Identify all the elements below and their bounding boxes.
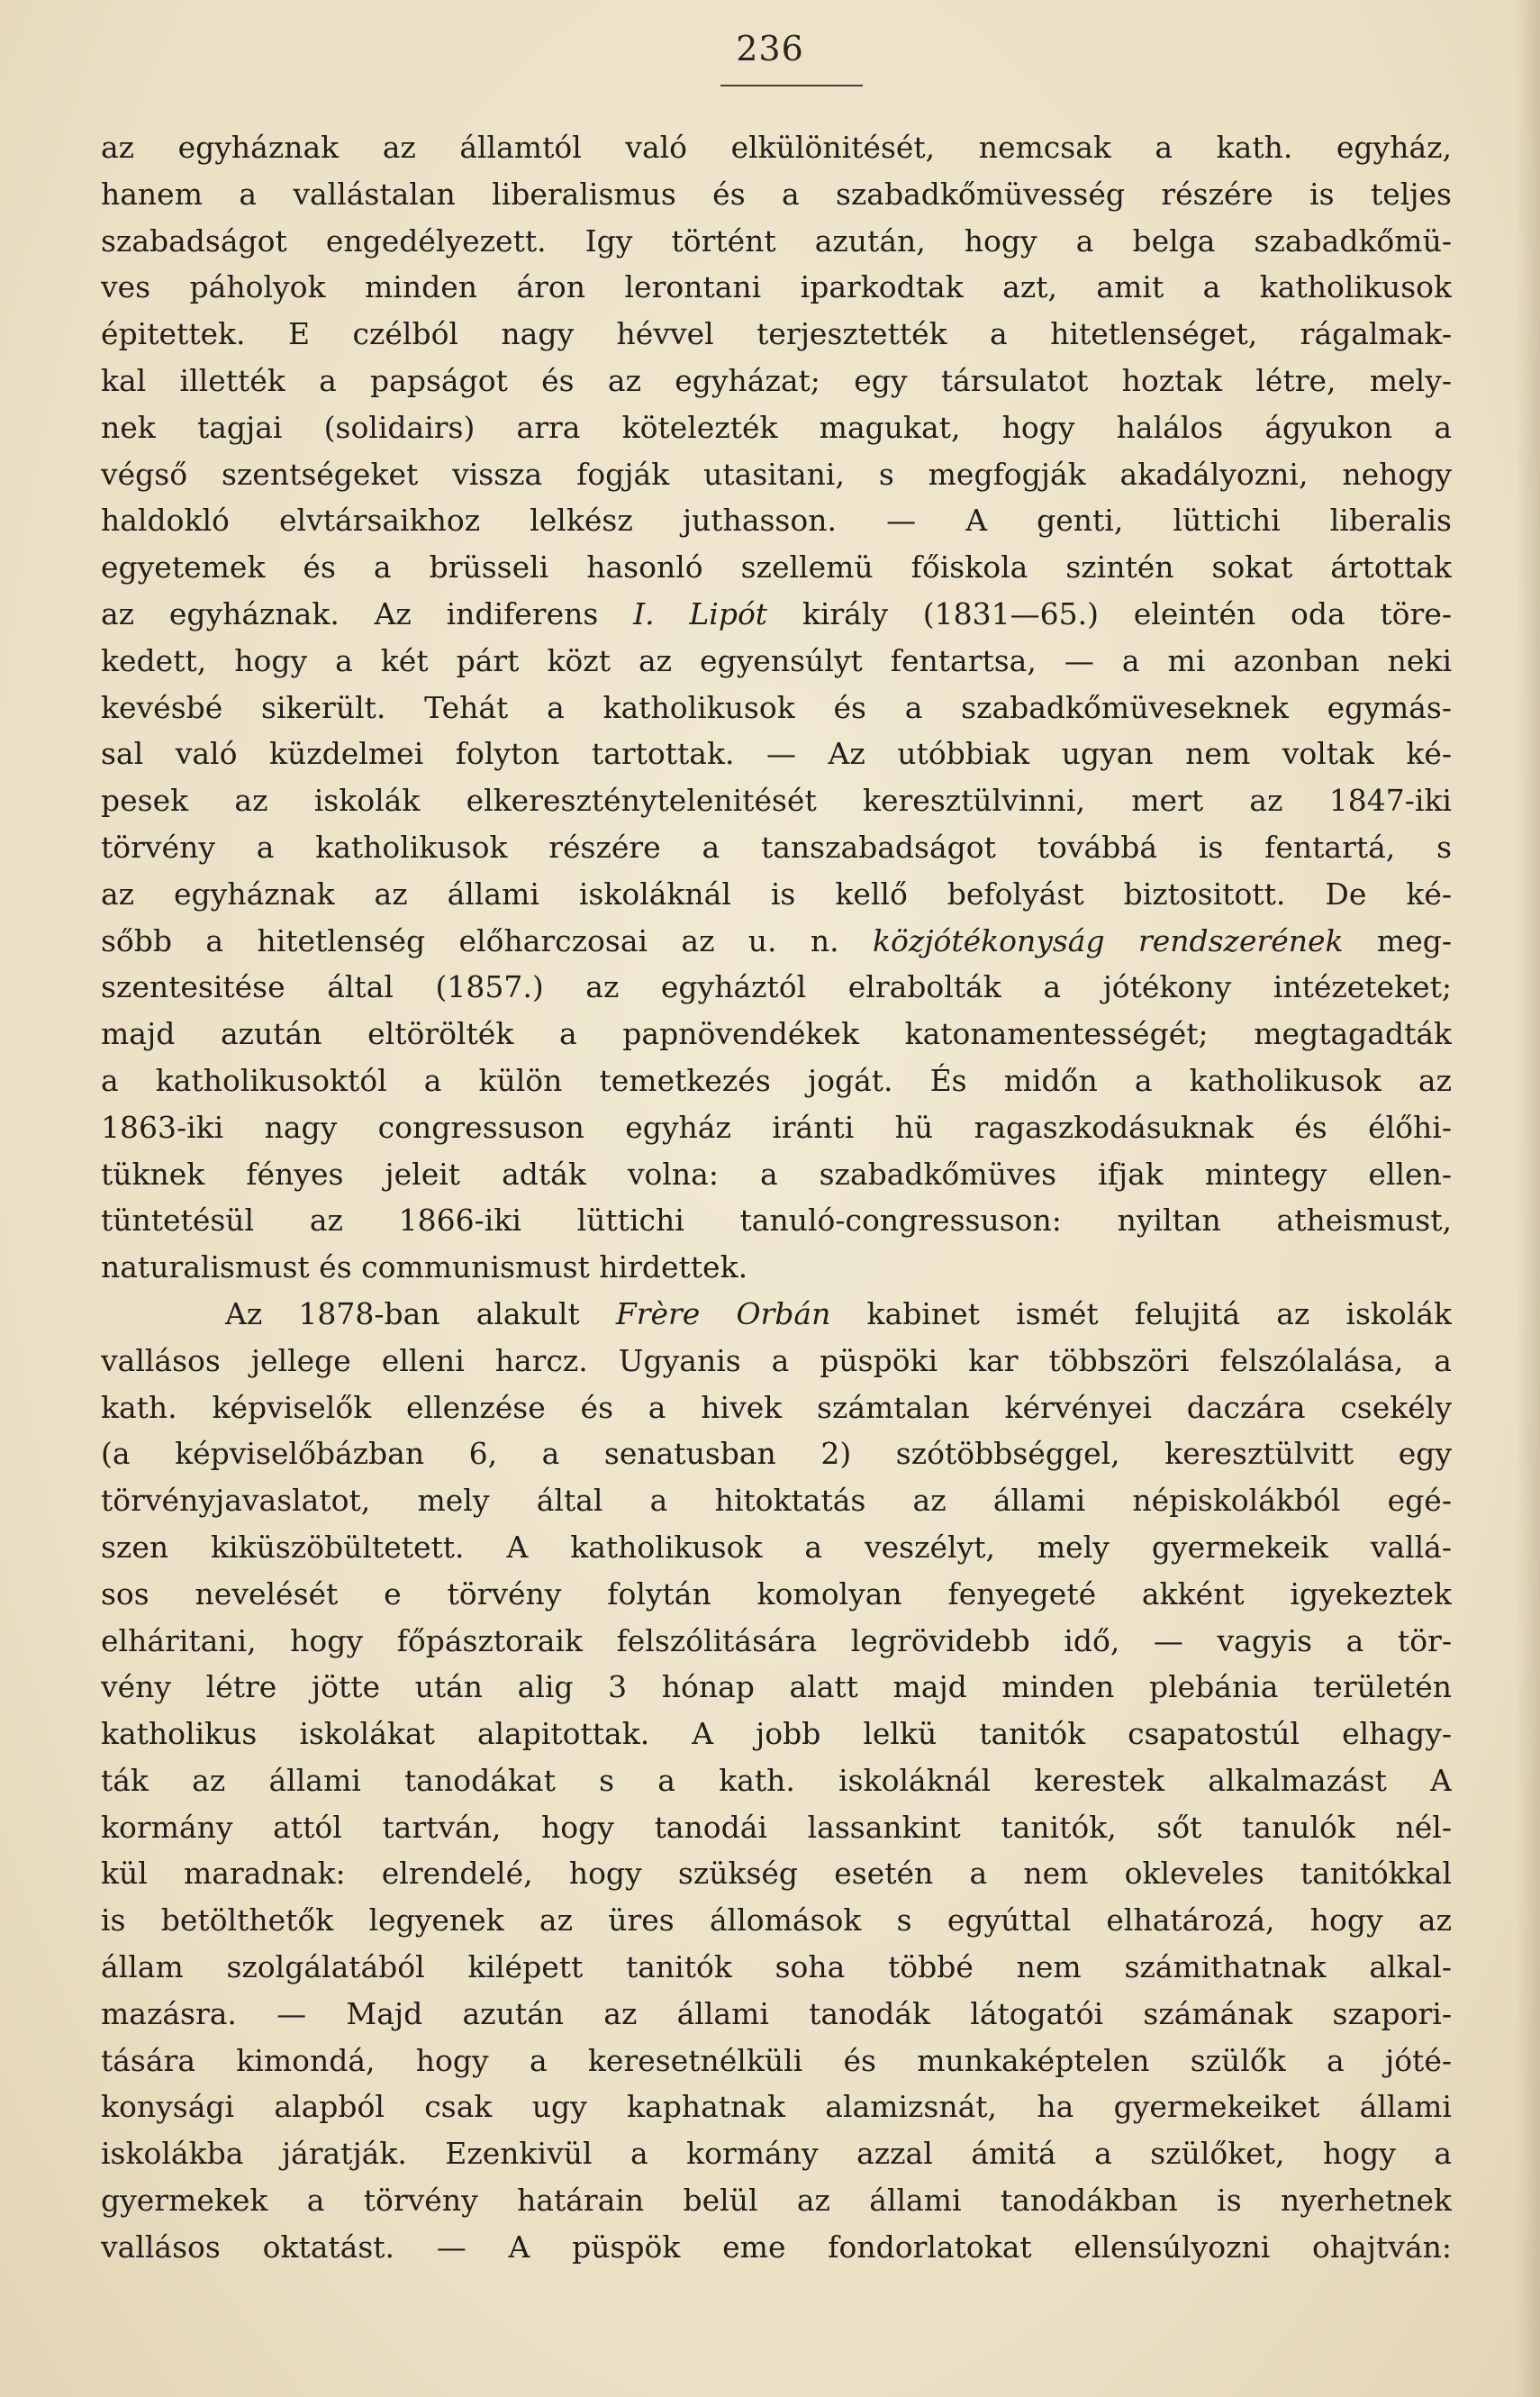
text-run: vallásos jellege elleni harcz. Ugyanis a püspöki kar többszöri felszólalása, a	[101, 1342, 1452, 1378]
text-line	[101, 918, 1452, 965]
text-run: naturalismust és communismust hirdettek.	[101, 1249, 748, 1285]
text-line	[101, 1338, 1452, 1385]
text-line	[101, 218, 1452, 265]
text-run: mazásra. — Majd azután az állami tanodák látogatói számának szapori-	[101, 1995, 1452, 2031]
text-run: sal való küzdelmei folyton tartottak. — Az utóbbiak ugyan nem voltak ké-	[101, 736, 1452, 772]
text-run: kevésbé sikerült. Tehát a katholikusok és a szabadkőmüveseknek egymás-	[101, 689, 1452, 725]
text-run: tüntetésül az 1866-iki lüttichi tanuló-congressuson: nyiltan atheismust,	[101, 1203, 1452, 1239]
text-run: haldokló elvtársaikhoz lelkész juthasson. — A genti, lüttichi liberalis	[101, 503, 1452, 539]
text-run: 1863-iki nagy congressuson egyház iránti hü ragaszkodásuknak és élőhi-	[101, 1109, 1452, 1145]
text-run: majd azután eltörölték a papnövendékek katonamentességét; megtagadták	[101, 1016, 1452, 1052]
text-run: vény létre jötte után alig 3 hónap alatt majd minden plebánia területén	[101, 1669, 1452, 1705]
text-run: szentesitése által (1857.) az egyháztól elrabolták a jótékony intézeteket;	[101, 969, 1452, 1005]
text-run: meg-	[1343, 922, 1452, 958]
text-run: az egyháznak az államtól való elkülönitését, nemcsak a kath. egyház,	[101, 130, 1452, 165]
text-run: törvényjavaslatot, mely által a hitoktatás az állami népiskolákból egé-	[101, 1483, 1452, 1519]
text-line	[101, 1571, 1452, 1618]
text-line	[101, 1477, 1452, 1524]
header-rule	[720, 85, 863, 86]
text-run: ves páholyok minden áron lerontani iparkodtak azt, amit a katholikusok	[101, 269, 1452, 305]
text-run: is betölthetők legyenek az üres állomások s egyúttal elhatározá, hogy az	[101, 1902, 1452, 1938]
text-line	[101, 824, 1452, 871]
text-run: tüknek fényes jeleit adták volna: a szabadkőmüves ifjak mintegy ellen-	[101, 1156, 1452, 1192]
text-line	[101, 1618, 1452, 1665]
text-run: kabinet ismét felujitá az iskolák	[830, 1295, 1452, 1331]
text-line	[101, 1430, 1452, 1477]
text-run: katholikus iskolákat alapitottak. A jobb lelkü tanitók csapatostúl elhagy-	[101, 1716, 1452, 1752]
text-run: király (1831—65.) eleintén oda töre-	[767, 595, 1452, 631]
text-line	[101, 1385, 1452, 1431]
text-run: az egyháznak. Az indiferens	[101, 595, 634, 631]
text-line	[101, 591, 1452, 638]
text-line	[101, 171, 1452, 218]
text-run: kedett, hogy a két párt közt az egyensúlyt fentartsa, — a mi azonban neki	[101, 642, 1452, 678]
text-run: szabadságot engedélyezett. Igy történt azután, hogy a belga szabadkőmü-	[101, 222, 1452, 259]
italic-text: I. Lipót	[633, 595, 768, 631]
text-run: iskolákba járatják. Ezenkivül a kormány azzal ámitá a szülőket, hogy a	[101, 2136, 1452, 2172]
text-line	[101, 1850, 1452, 1897]
text-line	[101, 451, 1452, 498]
text-line	[101, 1711, 1452, 1757]
text-run: tására kimondá, hogy a keresetnélküli és munkaképtelen szülők a jóté-	[101, 2042, 1452, 2078]
text-line	[101, 1524, 1452, 1571]
text-line	[101, 1944, 1452, 1991]
text-run: az egyháznak az állami iskoláknál is kellő befolyást biztositott. De ké-	[101, 876, 1452, 912]
text-run: (a képviselőbázban 6, a senatusban 2) szótöbbséggel, keresztülvitt egy	[101, 1436, 1452, 1472]
text-run: sos nevelését e törvény folytán komolyan fenyegeté akként igyekeztek	[101, 1575, 1452, 1612]
text-line	[101, 1804, 1452, 1851]
text-line	[101, 731, 1452, 777]
text-run: kül maradnak: elrendelé, hogy szükség esetén a nem okleveles tanitókkal	[101, 1856, 1452, 1892]
text-run: törvény a katholikusok részére a tanszabadságot továbbá is fentartá, s	[101, 829, 1452, 865]
text-line	[101, 1757, 1452, 1804]
text-line	[101, 1104, 1452, 1151]
text-run: a katholikusoktól a külön temetkezés jogát. És midőn a katholikusok az	[101, 1062, 1452, 1098]
text-line	[101, 1244, 1452, 1291]
text-run: kath. képviselők ellenzése és a hivek számtalan kérvényei daczára csekély	[101, 1389, 1452, 1425]
text-run: szen kiküszöbültetett. A katholikusok a veszélyt, mely gyermekeik vallá-	[101, 1529, 1452, 1565]
text-run: ták az állami tanodákat s a kath. iskoláknál kerestek alkalmazást A	[101, 1762, 1452, 1798]
text-line	[101, 964, 1452, 1011]
text-line	[101, 124, 1452, 171]
text-run: vallásos oktatást. — A püspök eme fondorlatokat ellensúlyozni ohajtván:	[101, 2229, 1452, 2265]
text-run: végső szentségeket vissza fogják utasitani, s megfogják akadályozni, nehogy	[101, 456, 1452, 492]
text-run: nek tagjai (solidairs) arra kötelezték magukat, hogy halálos ágyukon a	[101, 409, 1452, 445]
text-run: kal illették a papságot és az egyházat; egy társulatot hoztak létre, mely-	[101, 362, 1452, 398]
italic-text: Frère Orbán	[615, 1295, 831, 1331]
text-line	[101, 685, 1452, 731]
text-line	[101, 2177, 1452, 2224]
text-line	[101, 1151, 1452, 1198]
text-line	[101, 871, 1452, 918]
text-run: egyetemek és a brüsseli hasonló szellemü főiskola szintén sokat ártottak	[101, 549, 1452, 586]
text-line	[101, 1058, 1452, 1104]
text-run: gyermekek a törvény határain belül az állami tanodákban is nyerhetnek	[101, 2183, 1452, 2219]
text-line	[101, 2084, 1452, 2130]
text-line	[101, 358, 1452, 404]
paragraph	[101, 124, 1452, 1291]
text-line	[101, 1011, 1452, 1058]
text-run: pesek az iskolák elkereszténytelenitését keresztülvinni, mert az 1847-iki	[101, 783, 1452, 819]
text-line	[101, 544, 1452, 591]
text-run: épitettek. E czélból nagy hévvel terjesztették a hitetlenséget, rágalmak-	[101, 316, 1452, 352]
text-line	[101, 1664, 1452, 1711]
text-line	[101, 311, 1452, 358]
text-line	[101, 777, 1452, 824]
text-run: elháritani, hogy főpásztoraik felszólitására legrövidebb idő, — vagyis a tör-	[101, 1622, 1452, 1658]
text-line	[101, 1291, 1452, 1338]
text-run: kormány attól tartván, hogy tanodái lassankint tanitók, sőt tanulók nél-	[101, 1809, 1452, 1845]
paragraph	[101, 1291, 1452, 2271]
text-line	[101, 2224, 1452, 2271]
text-line	[101, 404, 1452, 451]
text-line	[101, 497, 1452, 544]
text-line	[101, 2130, 1452, 2177]
text-line	[101, 2038, 1452, 2084]
text-run: konysági alapból csak ugy kaphatnak alamizsnát, ha gyermekeiket állami	[101, 2089, 1452, 2125]
text-run: hanem a vallástalan liberalismus és a szabadkőmüvesség részére is teljes	[101, 176, 1452, 212]
text-run: állam szolgálatából kilépett tanitók soha többé nem számithatnak alkal-	[101, 1949, 1452, 1985]
text-run: Az 1878-ban alakult	[225, 1295, 616, 1331]
text-line	[101, 1197, 1452, 1244]
page-spine-shadow	[1517, 0, 1540, 2397]
text-line	[101, 1897, 1452, 1944]
body-text	[101, 124, 1452, 2271]
page-number: 236	[736, 29, 804, 68]
italic-text: közjótékonyság rendszerének	[872, 922, 1344, 958]
text-run: sőbb a hitetlenség előharczosai az u. n.	[101, 922, 873, 958]
text-line	[101, 264, 1452, 311]
text-line	[101, 638, 1452, 685]
text-line	[101, 1991, 1452, 2038]
